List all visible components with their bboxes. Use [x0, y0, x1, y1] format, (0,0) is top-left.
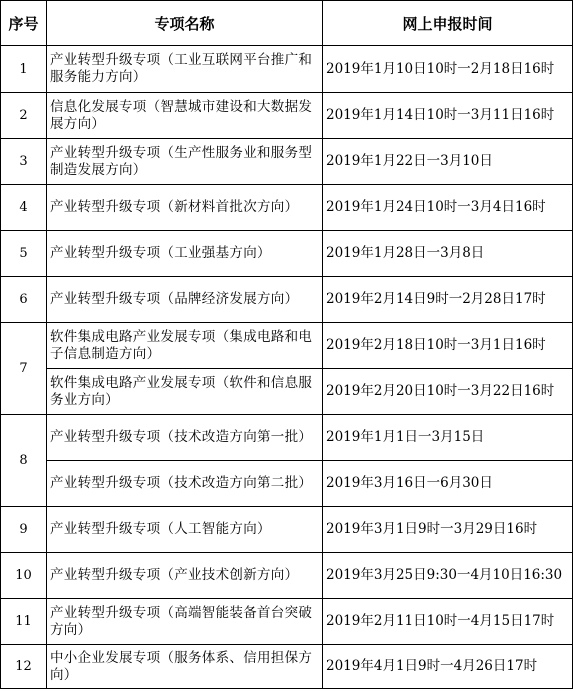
row-seq: 5 — [1, 231, 47, 277]
row-seq: 7 — [1, 323, 47, 415]
table-row — [1, 139, 573, 185]
row-name: 产业转型升级专项（工业互联网平台推广和服务能力方向） — [47, 46, 323, 93]
row-seq: 11 — [1, 599, 47, 645]
row-time: 2019年2月14日9时一2月28日17时 — [323, 277, 573, 323]
row-seq: 2 — [1, 93, 47, 139]
row-seq: 10 — [1, 553, 47, 599]
row-name: 产业转型升级专项（高端智能装备首台突破方向） — [47, 599, 323, 645]
row-seq: 1 — [1, 46, 47, 93]
row-time: 2019年1月22日一3月10日 — [323, 139, 573, 185]
table-row — [1, 507, 573, 553]
row-time: 2019年1月14日10时一3月11日16时 — [323, 93, 573, 139]
header-seq: 序号 — [1, 1, 47, 46]
table-row — [1, 553, 573, 599]
row-time: 2019年1月28日一3月8日 — [323, 231, 573, 277]
row-name: 产业转型升级专项（生产性服务业和服务型制造发展方向） — [47, 139, 323, 185]
row-seq: 9 — [1, 507, 47, 553]
row-time: 2019年2月11日10时一4月15日17时 — [323, 599, 573, 645]
row-seq: 12 — [1, 645, 47, 689]
row-name: 产业转型升级专项（工业强基方向） — [47, 231, 323, 277]
table-row — [1, 46, 573, 93]
table-row — [1, 93, 573, 139]
table-row — [1, 461, 573, 507]
table-row — [1, 323, 573, 369]
row-seq: 6 — [1, 277, 47, 323]
row-name: 软件集成电路产业发展专项（集成电路和电子信息制造方向） — [47, 323, 323, 369]
table-row — [1, 599, 573, 645]
table-row — [1, 415, 573, 461]
header-row — [1, 1, 573, 46]
row-time: 2019年4月1日9时一4月26日17时 — [323, 645, 573, 689]
row-time: 2019年1月1日一3月15日 — [323, 415, 573, 461]
row-seq: 3 — [1, 139, 47, 185]
row-time: 2019年1月10日10时一2月18日16时 — [323, 46, 573, 93]
row-name: 产业转型升级专项（新材料首批次方向） — [47, 185, 323, 231]
row-name: 中小企业发展专项（服务体系、信用担保方向） — [47, 645, 323, 689]
row-name: 产业转型升级专项（人工智能方向） — [47, 507, 323, 553]
table-row — [1, 369, 573, 415]
row-time: 2019年3月1日9时一3月29日16时 — [323, 507, 573, 553]
row-name: 软件集成电路产业发展专项（软件和信息服务业方向） — [47, 369, 323, 415]
row-time: 2019年2月20日10时一3月22日16时 — [323, 369, 573, 415]
row-name: 信息化发展专项（智慧城市建设和大数据发展方向） — [47, 93, 323, 139]
header-name: 专项名称 — [47, 1, 323, 46]
row-time: 2019年2月18日10时一3月1日16时 — [323, 323, 573, 369]
row-name: 产业转型升级专项（品牌经济发展方向） — [47, 277, 323, 323]
row-time: 2019年3月16日一6月30日 — [323, 461, 573, 507]
row-name: 产业转型升级专项（技术改造方向第一批） — [47, 415, 323, 461]
header-time: 网上申报时间 — [323, 1, 573, 46]
row-time: 2019年1月24日10时一3月4日16时 — [323, 185, 573, 231]
row-name: 产业转型升级专项（技术改造方向第二批） — [47, 461, 323, 507]
table-row — [1, 277, 573, 323]
row-seq: 4 — [1, 185, 47, 231]
table-row — [1, 231, 573, 277]
table-row — [1, 645, 573, 689]
table-row — [1, 185, 573, 231]
row-name: 产业转型升级专项（产业技术创新方向） — [47, 553, 323, 599]
row-time: 2019年3月25日9:30一4月10日16:30 — [323, 553, 573, 599]
row-seq: 8 — [1, 415, 47, 507]
